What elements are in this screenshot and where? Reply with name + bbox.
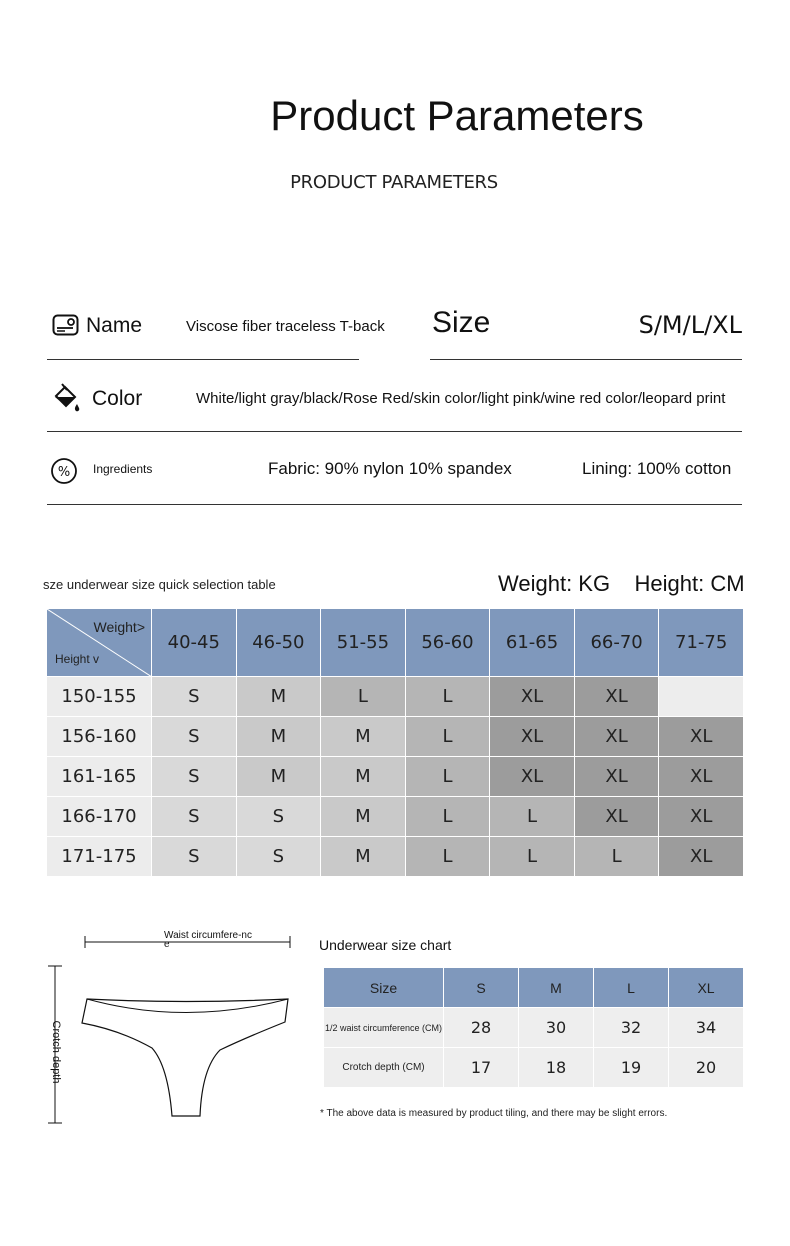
lining-value: Lining: 100% cotton <box>582 459 732 478</box>
chart-row-label: Crotch depth (CM) <box>324 1048 444 1088</box>
size-cell: XL <box>490 717 575 757</box>
chart-row <box>324 1008 744 1048</box>
chart-cell: 34 <box>669 1008 744 1048</box>
size-selection-table <box>46 608 744 877</box>
name-label: Name <box>86 314 143 337</box>
size-cell: XL <box>659 797 744 837</box>
weight-header: 61-65 <box>490 609 575 677</box>
size-cell: XL <box>490 677 575 717</box>
size-cell: S <box>152 797 237 837</box>
weight-header: 71-75 <box>659 609 744 677</box>
table-row <box>47 837 744 877</box>
chart-cell: 32 <box>594 1008 669 1048</box>
chart-row <box>324 1048 744 1088</box>
color-label: Color <box>92 387 143 410</box>
chart-cell: 17 <box>444 1048 519 1088</box>
color-value: White/light gray/black/Rose Red/skin color/light pink/wine red color/leopard print <box>196 390 726 407</box>
size-cell: S <box>152 837 237 877</box>
size-cell: XL <box>574 677 659 717</box>
size-cell: XL <box>574 717 659 757</box>
name-divider <box>47 359 359 360</box>
size-chart-title: Underwear size chart <box>319 937 452 953</box>
table-header-row <box>47 609 744 677</box>
chart-cell: 28 <box>444 1008 519 1048</box>
weight-header: 51-55 <box>321 609 406 677</box>
size-cell: L <box>321 677 406 717</box>
table-row <box>47 757 744 797</box>
name-value: Viscose fiber traceless T-back <box>186 318 385 335</box>
size-cell: M <box>236 757 321 797</box>
size-cell: L <box>405 837 490 877</box>
size-cell: M <box>321 797 406 837</box>
page-title: Product Parameters <box>270 92 644 139</box>
corner-height-label: Height v <box>55 652 100 666</box>
chart-header-cell: L <box>594 968 669 1008</box>
selection-table-units: Weight: KG Height: CM <box>498 571 745 596</box>
underwear-diagram <box>40 926 300 1136</box>
size-cell: L <box>405 757 490 797</box>
size-cell: S <box>152 677 237 717</box>
chart-header-cell: M <box>519 968 594 1008</box>
ingredients-label: Ingredients <box>93 462 153 476</box>
size-cell: M <box>236 677 321 717</box>
underwear-size-chart <box>323 967 744 1088</box>
weight-header: 56-60 <box>405 609 490 677</box>
weight-header: 66-70 <box>574 609 659 677</box>
size-divider <box>430 359 742 360</box>
height-row-header: 156-160 <box>47 717 152 757</box>
table-row <box>47 717 744 757</box>
weight-header: 40-45 <box>152 609 237 677</box>
height-row-header: 150-155 <box>47 677 152 717</box>
size-cell: S <box>236 837 321 877</box>
height-row-header: 161-165 <box>47 757 152 797</box>
size-cell: M <box>321 757 406 797</box>
size-cell: M <box>236 717 321 757</box>
selection-table-caption: sze underwear size quick selection table <box>43 577 276 592</box>
height-row-header: 171-175 <box>47 837 152 877</box>
table-row <box>47 797 744 837</box>
size-cell: XL <box>659 717 744 757</box>
corner-weight-label: Weight> <box>93 619 145 635</box>
selection-table-body <box>47 677 744 877</box>
size-cell: S <box>152 757 237 797</box>
waist-label: Waist circumfere-nce <box>164 930 252 950</box>
name-tag-icon <box>52 314 79 336</box>
size-cell <box>659 677 744 717</box>
garment-outline <box>82 999 288 1116</box>
color-divider <box>47 431 742 432</box>
size-cell: M <box>321 717 406 757</box>
chart-row-label: 1/2 waist circumference (CM) <box>324 1008 444 1048</box>
size-cell: XL <box>574 757 659 797</box>
table-corner-cell <box>47 609 152 677</box>
size-cell: M <box>321 837 406 877</box>
size-cell: L <box>490 837 575 877</box>
ingredients-divider <box>47 504 742 505</box>
size-cell: S <box>236 797 321 837</box>
page-subtitle: PRODUCT PARAMETERS <box>290 172 498 193</box>
chart-cell: 18 <box>519 1048 594 1088</box>
paint-bucket-icon <box>50 382 82 414</box>
measurement-note: * The above data is measured by product tiling, and there may be slight errors. <box>320 1108 668 1119</box>
chart-cell: 30 <box>519 1008 594 1048</box>
size-cell: XL <box>574 797 659 837</box>
size-cell: XL <box>490 757 575 797</box>
crotch-label: Crotch depth <box>50 1020 62 1084</box>
size-cell: XL <box>659 757 744 797</box>
chart-header-cell: S <box>444 968 519 1008</box>
fabric-value: Fabric: 90% nylon 10% spandex <box>268 459 512 478</box>
height-row-header: 166-170 <box>47 797 152 837</box>
chart-cell: 19 <box>594 1048 669 1088</box>
size-cell: XL <box>659 837 744 877</box>
size-cell: L <box>574 837 659 877</box>
size-cell: L <box>405 717 490 757</box>
weight-header: 46-50 <box>236 609 321 677</box>
table-row <box>47 677 744 717</box>
percent-circle-icon <box>50 457 78 485</box>
size-cell: L <box>405 677 490 717</box>
chart-header-cell: XL <box>669 968 744 1008</box>
size-value: S/M/L/XL <box>638 311 742 339</box>
size-cell: S <box>152 717 237 757</box>
size-cell: L <box>490 797 575 837</box>
size-cell: L <box>405 797 490 837</box>
size-label: Size <box>432 306 491 339</box>
svg-text:%: % <box>57 465 71 480</box>
chart-header-row <box>324 968 744 1008</box>
chart-header-cell: Size <box>324 968 444 1008</box>
chart-cell: 20 <box>669 1048 744 1088</box>
